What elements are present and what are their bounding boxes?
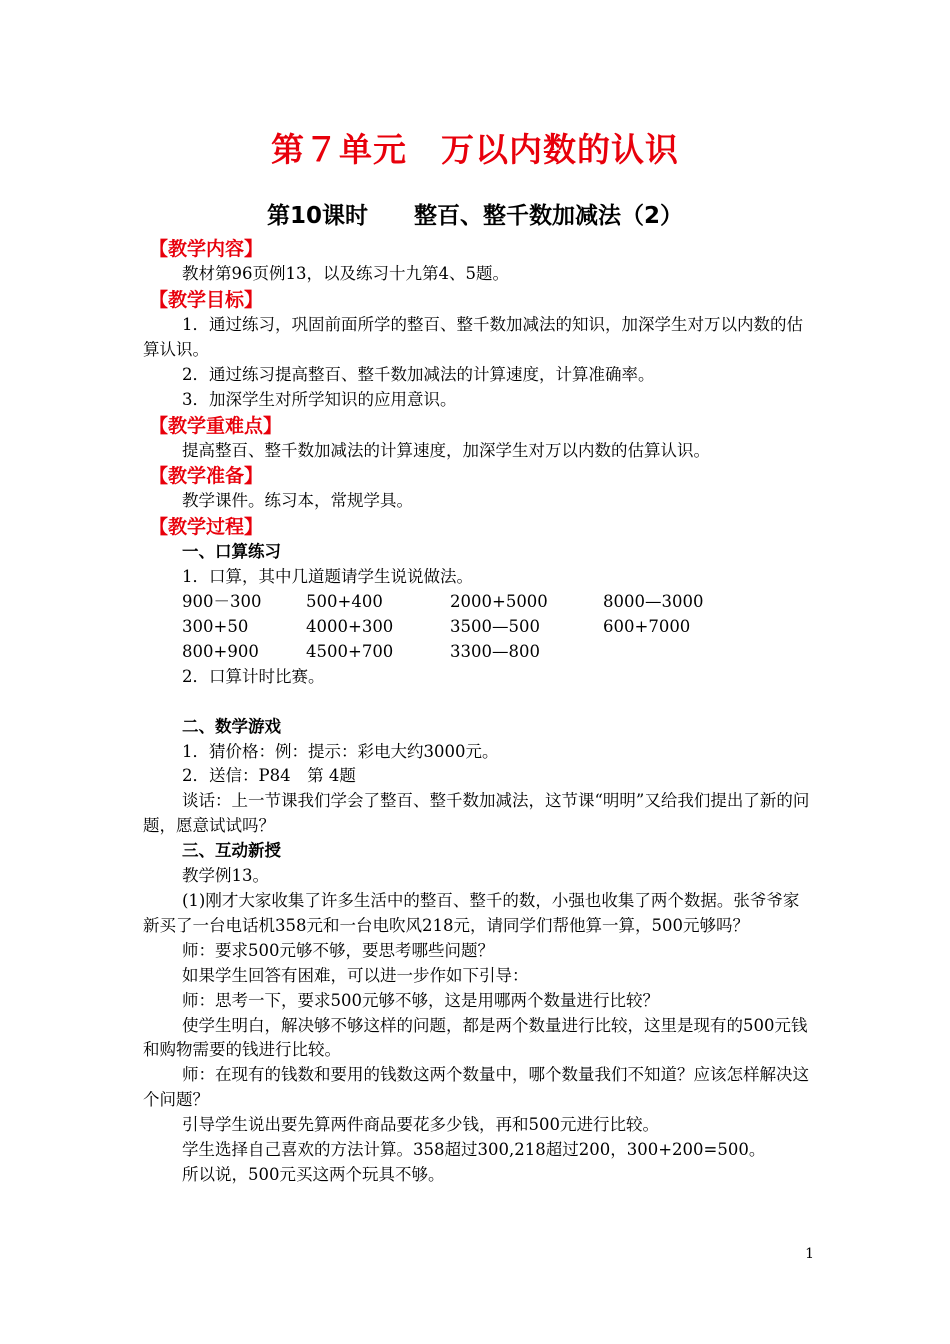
calc-cell: 4500+700 — [306, 641, 394, 661]
goal-item: 2．通过练习提高整百、整千数加减法的计算速度，计算准确率。 — [182, 364, 655, 384]
key-points-text: 提高整百、整千数加减法的计算速度，加深学生对万以内数的估算认识。 — [182, 440, 710, 460]
calc-cell: 4000+300 — [306, 617, 394, 637]
paragraph: (1)刚才大家收集了许多生活中的整百、整千的数，小强也收集了两个数据。张爷爷家新买了一台电话机358元和一台电吹风218元，请同学们帮他算一算，500元够吗？ — [143, 891, 800, 935]
goal-item: 3．加深学生对所学知识的应用意识。 — [182, 389, 457, 409]
paragraph: 教学例13。 — [182, 866, 269, 886]
section-heading-goals: 【教学目标】 — [149, 288, 264, 311]
calc-row — [143, 615, 811, 640]
part1-item: 2．口算计时比赛。 — [182, 666, 325, 686]
calc-cell — [603, 640, 753, 665]
page-number: 1 — [805, 1246, 814, 1262]
paragraph: 师：在现有的钱数和要用的钱数这两个数量中，哪个数量我们不知道？应该怎样解决这个问题？ — [143, 1065, 809, 1110]
calc-row — [143, 590, 811, 615]
content-text: 教材第96页例13，以及练习十九第4、5题。 — [182, 264, 509, 283]
document-body — [143, 236, 811, 1188]
paragraph: 如果学生回答有困难，可以进一步作如下引导： — [182, 965, 529, 985]
paragraph: 使学生明白，解决够不够这样的问题，都是两个数量进行比较，这里是现有的500元钱和购物需要的钱进行比较。 — [143, 1015, 808, 1060]
unit-title: 第７单元 万以内数的认识 — [271, 130, 679, 169]
part2-item: 2．送信：P84 第 4题 — [182, 766, 356, 786]
paragraph: 师：思考一下，要求500元够不够，这是用哪两个数量进行比较？ — [182, 990, 659, 1010]
lesson-title: 第10课时 整百、整千数加减法（2） — [266, 203, 683, 229]
paragraph: 引导学生说出要先算两件商品要花多少钱，再和500元进行比较。 — [182, 1115, 659, 1135]
section-heading-process: 【教学过程】 — [149, 516, 264, 539]
part3-title: 三、互动新授 — [182, 841, 281, 861]
part1-item: 1．口算，其中几道题请学生说说做法。 — [182, 567, 473, 587]
calc-row — [143, 640, 811, 665]
section-heading-content: 【教学内容】 — [149, 238, 264, 260]
part2-item: 1．猜价格：例：提示：彩电大约3000元。 — [182, 741, 499, 761]
calc-cell: 300+50 — [182, 617, 249, 637]
paragraph: 所以说，500元买这两个玩具不够。 — [182, 1164, 445, 1184]
part2-talk: 谈话：上一节课我们学会了整百、整千数加减法，这节课“明明”又给我们提出了新的问题，愿意试试吗？ — [143, 791, 810, 836]
calc-cell: 3300—800 — [450, 641, 540, 661]
calc-cell: 2000+5000 — [450, 592, 548, 612]
calc-cell: 800+900 — [182, 641, 259, 661]
calc-cell: 8000—3000 — [603, 592, 704, 612]
section-heading-key-points: 【教学重难点】 — [149, 414, 283, 437]
calc-cell: 3500—500 — [450, 617, 540, 637]
spacer — [143, 690, 811, 715]
preparation-text: 教学课件。练习本，常规学具。 — [182, 491, 413, 511]
part2-title: 二、数学游戏 — [182, 716, 281, 736]
goal-item: 1．通过练习，巩固前面所学的整百、整千数加减法的知识，加深学生对万以内数的估算认识。 — [143, 314, 803, 359]
paragraph: 师：要求500元够不够，要思考哪些问题？ — [182, 940, 494, 960]
calc-cell: 600+7000 — [603, 617, 691, 637]
part1-title: 一、口算练习 — [182, 542, 281, 562]
calc-cell: 500+400 — [306, 592, 383, 612]
paragraph: 学生选择自己喜欢的方法计算。358超过300,218超过200，300+200=500。 — [182, 1140, 766, 1160]
section-heading-preparation: 【教学准备】 — [149, 465, 264, 488]
calc-cell: 900－300 — [182, 592, 262, 612]
